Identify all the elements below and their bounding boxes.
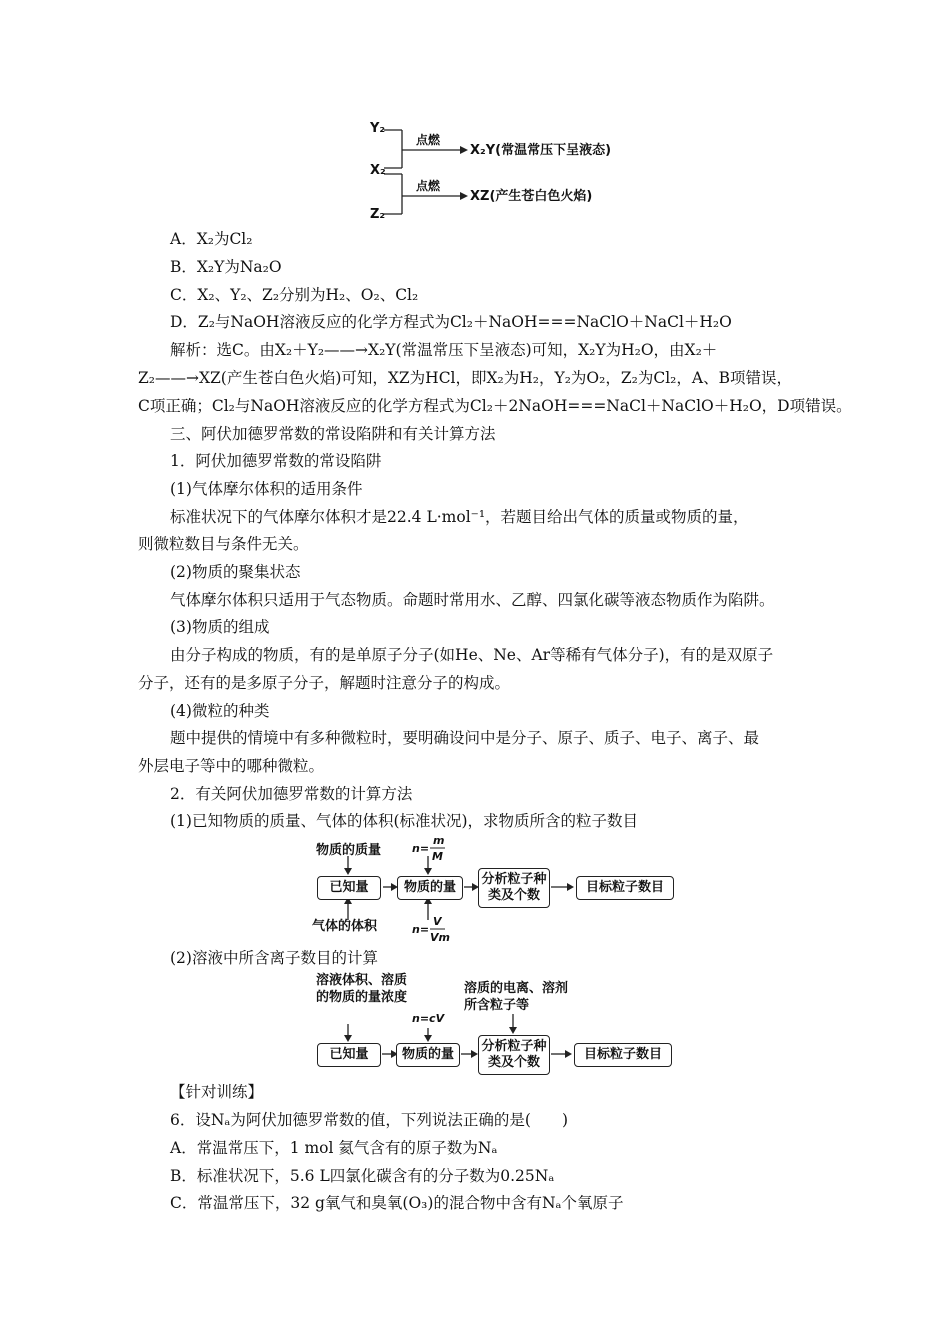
calc-diagram-2 (300, 970, 690, 1080)
item-2-1: (1)已知物质的质量、气体的体积(标准状况)，求物质所含的粒子数目 (170, 812, 639, 830)
amount-box: 物质的量 (397, 876, 463, 900)
solution-label: 溶液体积、溶质的物质的量浓度 (316, 973, 408, 1005)
formula-ncv: n=cV (412, 1012, 445, 1025)
para-3b: 分子，还有的是多原子分子，解题时注意分子的构成。 (138, 674, 511, 692)
question-6-option-b: B．标准状况下，5.6 L四氯化碳含有的分子数为0.25Nₐ (170, 1167, 555, 1185)
fraction-Vm: Vm (430, 931, 450, 944)
target-box-2: 目标粒子数目 (574, 1043, 672, 1067)
ionization-label: 溶质的电离、溶剂所含粒子等 (464, 981, 569, 1013)
analyze-box: 分析粒子种类及个数 (478, 868, 550, 908)
known-box: 已知量 (317, 876, 381, 900)
section-3-heading: 三、阿伏加德罗常数的常设陷阱和有关计算方法 (170, 425, 496, 443)
item-1-4: (4)微粒的种类 (170, 702, 270, 720)
para-2: 气体摩尔体积只适用于气态物质。命题时常用水、乙醇、四氯化碳等液态物质作为陷阱。 (170, 591, 775, 609)
item-1-3: (3)物质的组成 (170, 618, 270, 636)
answer-line-2: Z₂——→XZ(产生苍白色火焰)可知，XZ为HCl，即X₂为H₂，Y₂为O₂，Z₂为Cl₂，A、B项错误， (138, 369, 792, 387)
product-2: XZ(产生苍白色火焰) (470, 189, 593, 204)
formula-n-2: n= (412, 923, 430, 936)
gas-volume-label: 气体的体积 (312, 919, 378, 934)
calc-diagram-1 (300, 832, 690, 944)
question-6-option-c: C．常温常压下，32 g氧气和臭氧(O₃)的混合物中含有Nₐ个氧原子 (170, 1194, 624, 1212)
reaction-lines (360, 118, 640, 228)
option-c: C．X₂、Y₂、Z₂分别为H₂、O₂、Cl₂ (170, 286, 419, 304)
item-2-2: (2)溶液中所含离子数目的计算 (170, 949, 378, 967)
para-4b: 外层电子等中的哪种微粒。 (138, 757, 325, 775)
x2-label: X₂ (370, 163, 386, 178)
ignite-label-1: 点燃 (416, 133, 441, 147)
known-box-2: 已知量 (317, 1043, 381, 1067)
training-heading: 【针对训练】 (170, 1083, 264, 1101)
answer-line-1: 解析：选C。由X₂＋Y₂——→X₂Y(常温常压下呈液态)可知，X₂Y为H₂O，由X₂＋ (170, 341, 718, 359)
question-6: 6．设Nₐ为阿伏加德罗常数的值，下列说法正确的是( ) (170, 1111, 568, 1129)
product-1: X₂Y(常温常压下呈液态) (470, 143, 612, 158)
option-d: D．Z₂与NaOH溶液反应的化学方程式为Cl₂＋NaOH===NaClO＋NaCl＋H₂O (170, 313, 732, 331)
option-a: A．X₂为Cl₂ (170, 230, 253, 248)
z2-label: Z₂ (370, 207, 386, 222)
fraction-m: m (433, 834, 445, 847)
amount-box-2: 物质的量 (396, 1043, 460, 1067)
answer-line-3: C项正确；Cl₂与NaOH溶液反应的化学方程式为Cl₂＋2NaOH===NaCl＋NaClO＋H₂O，D项错误。 (138, 397, 852, 415)
subsection-2: 2．有关阿伏加德罗常数的计算方法 (170, 785, 413, 803)
mass-label: 物质的质量 (316, 843, 382, 858)
target-box: 目标粒子数目 (576, 876, 674, 900)
para-3a: 由分子构成的物质，有的是单原子分子(如He、Ne、Ar等稀有气体分子)，有的是双原子 (170, 646, 774, 664)
para-1a: 标准状况下的气体摩尔体积才是22.4 L·mol⁻¹，若题目给出气体的质量或物质的量， (170, 508, 749, 526)
question-6-option-a: A．常温常压下，1 mol 氦气含有的原子数为Nₐ (170, 1139, 498, 1157)
y2-label: Y₂ (370, 121, 386, 136)
item-1-1: (1)气体摩尔体积的适用条件 (170, 480, 363, 498)
reaction-diagram (360, 118, 640, 228)
ignite-label-2: 点燃 (416, 179, 441, 193)
fraction-V: V (433, 915, 442, 928)
option-b: B．X₂Y为Na₂O (170, 258, 282, 276)
analyze-box-2: 分析粒子种类及个数 (478, 1035, 550, 1075)
para-1b: 则微粒数目与条件无关。 (138, 535, 309, 553)
subsection-1: 1．阿伏加德罗常数的常设陷阱 (170, 452, 382, 470)
formula-n-1: n= (412, 842, 430, 855)
item-1-2: (2)物质的聚集状态 (170, 563, 301, 581)
fraction-M: M (432, 850, 443, 863)
para-4a: 题中提供的情境中有多种微粒时，要明确设问中是分子、原子、质子、电子、离子、最 (170, 729, 760, 747)
